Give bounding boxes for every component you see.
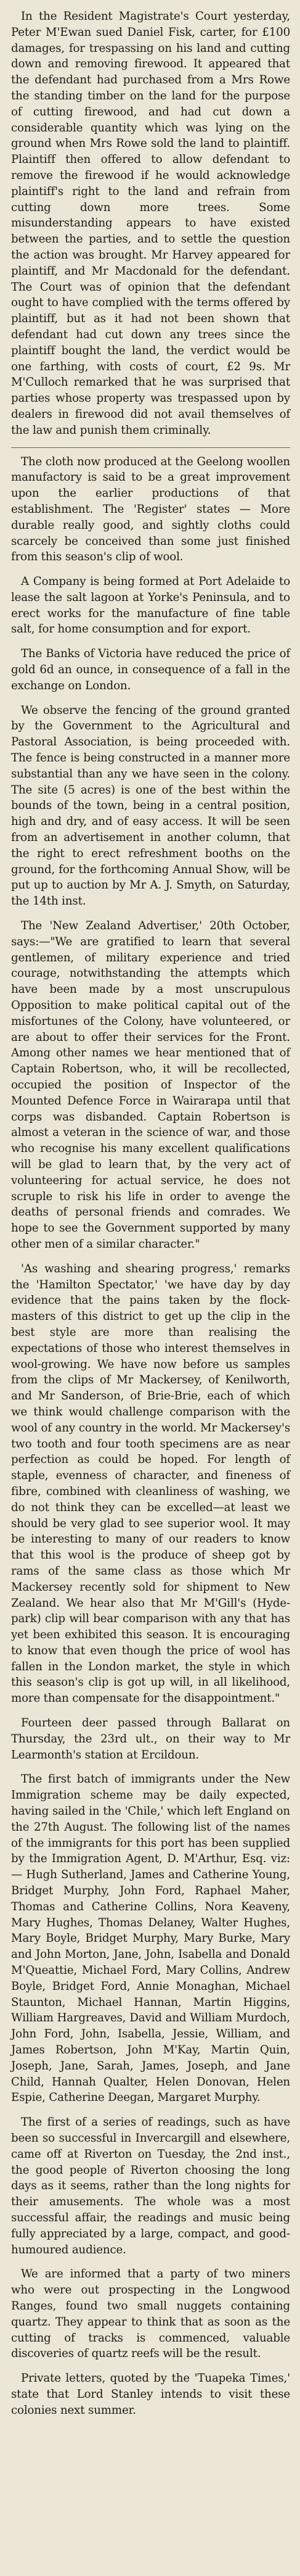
paragraph-lord-stanley: Private letters, quoted by the 'Tuapeka Times,' state that Lord Stanley intends to visit these colonies next summer. xyxy=(11,2372,290,2417)
paragraph-readings: The first of a series of readings, such as have been so successful in Invercargill and elsewhere, came off at Riverton on Tuesday, the 2nd inst., the good people of Riverton choosing the long days as it seems, rather than the long nights for their amusements. The whole was a most successful affair, the readings and music being fully appreciated by a large, compact, and good-humoured audience. xyxy=(11,2116,290,2256)
paragraph-salt-company: A Company is being formed at Port Adelaide to lease the salt lagoon at Yorke's Peninsula, and to erect works for the manufacture of fine table salt, for home consumption and for export. xyxy=(11,575,290,636)
paragraph-geelong-cloth: The cloth now produced at the Geelong woollen manufactory is said to be a great improvement upon the earlier productions of that establishment. The 'Register' states — More durable really good, and sightly cloths could scarcely be conceived than some just finished from this season's clip of wool. xyxy=(11,455,290,564)
paragraph-wool-clip: 'As washing and shearing progress,' remarks the 'Hamilton Spectator,' 'we have day by day evidence that the pains taken by the flock-masters of this district to get up the clip in the best style are more than realising the expectations of those who interest themselves in wool-growing. We have now before us samples from the clips of Mr Mackersey, of Kenilworth, and Mr Sanderson, of Brie-Brie, each of which we think would challenge comparison with the wool of any country in the world. Mr Mackersey's two tooth and four tooth specimens are as near perfection as could be hoped. For length of staple, evenness of character, and fineness of fibre, combined with cleanliness of washing, we do not think they can be excelled—at least we should be very glad to see superior wool. It may be interesting to many of our readers to know that this wool is the produce of sheep got by rams of the same class as those which Mr Mackersey recently sold for shipment to New Zealand. We hear also that Mr M'Gill's (Hyde-park) clip will bear comparison with any that has yet been exhibited this season. It is encouraging to know that even though the price of wool has fallen in the London market, the style in which this season's clip is got up will, in all likelihood, more than compensate for the disappointment." xyxy=(11,1262,290,1705)
paragraph-nuggets: We are informed that a party of two miners who were out prospecting in the Longwood Ranges, found two small nuggets containing quartz. They appear to think that as soon as the cutting of tracks is commenced, valuable discoveries of quartz reefs will be the result. xyxy=(11,2267,290,2361)
rule-divider xyxy=(11,447,290,448)
paragraph-deer: Fourteen deer passed through Ballarat on Thursday, the 23rd ult., on their way to Mr Learmonth's station at Ercildoun. xyxy=(11,1717,290,1762)
paragraph-court-report: In the Resident Magistrate's Court yesterday, Peter M'Ewan sued Daniel Fisk, carter, for £100 damages, for trespassing on his land and cutting down and removing firewood. It appeared that the defendant had purchased from a Mrs Rowe the standing timber on the land for the purpose of cutting firewood, and had cut down a considerable quantity which was lying on the ground when Mrs Rowe sold the land to plaintiff. Plaintiff then offered to allow defendant to remove the firewood if he would acknowledge plaintiff's right to the land and refrain from cutting down more trees. Some misunderstanding appears to have existed between the parties, and to settle the question the action was brought. Mr Harvey appeared for plaintiff, and Mr Macdonald for the defendant. The Court was of opinion that the defendant ought to have complied with the terms offered by plaintiff, but as it had not been shown that defendant had cut down any trees since the plaintiff bought the land, the verdict would be one farthing, with costs of court, £2 9s. Mr M'Culloch remarked that he was surprised that parties whose property was trespassed upon by dealers in firewood did not avail themselves of the law and punish them criminally. xyxy=(11,10,290,437)
paragraph-show-ground: We observe the fencing of the ground granted by the Government to the Agricultural and Pastoral Association, is being proceeded with. The fence is being constructed in a manner more substantial than any we have seen in the colony. The site (5 acres) is one of the best within the bounds of the town, being in a central position, high and dry, and of easy access. It will be seen from an advertisement in another column, that the right to erect refreshment booths on the ground, for the forthcoming Annual Show, will be put up to auction by Mr A. J. Smyth, on Saturday, the 14th inst. xyxy=(11,703,290,908)
paragraph-gold-price: The Banks of Victoria have reduced the price of gold 6d an ounce, in consequence of a fall in the exchange on London. xyxy=(11,647,290,692)
paragraph-immigrants: The first batch of immigrants under the New Immigration scheme may be daily expected, having sailed in the 'Chile,' which left England on the 27th August. The following list of the names of the immigrants for this port has been supplied by the Immigration Agent, D. M'Arthur, Esq. viz:— Hugh Sutherland, James and Catherine Young, Bridget Murphy, John Ford, Raphael Maher, Thomas and Catherine Collins, Nora Keaveny, Mary Hughes, Thomas Delaney, Walter Hughes, Mary Boyle, Bridget Murphy, Mary Burke, Mary and John Morton, Jane, John, Isabella and Donald M'Queattie, Michael Ford, Mary Collins, Andrew Boyle, Bridget Ford, Annie Monaghan, Michael Staunton, Michael Hannan, Martin Higgins, William Hargreaves, David and William Murdoch, John Ford, John, Isabella, Jessie, William, and James Robertson, John M'Kay, Martin Quin, Joseph, Jane, Sarah, James, Joseph, and Jane Child, Hannah Qualter, Helen Donovan, Helen Espie, Catherine Deegan, Margaret Murphy. xyxy=(11,1773,290,2105)
paragraph-nz-advertiser: The 'New Zealand Advertiser,' 20th October, says:—"We are gratified to learn that several gentlemen, of military experience and tried courage, notwithstanding the attempts which have been made by a most unscrupulous Opposition to make political capital out of the misfortunes of the Colony, have volunteered, or are about to offer their services for the Front. Among other names we hear mentioned that of Captain Robertson, who, it will be recollected, occupied the position of Inspector of the Mounted Defence Force in Wairarapa until that corps was disbanded. Captain Robertson is almost a veteran in the science of war, and those who recognise his many excellent qualifications will be glad to learn that, by the very act of volunteering for actual service, he does not scruple to risk his life in order to avenge the deaths of personal friends and comrades. We hope to see the Government supported by many other men of a similar character." xyxy=(11,919,290,1251)
